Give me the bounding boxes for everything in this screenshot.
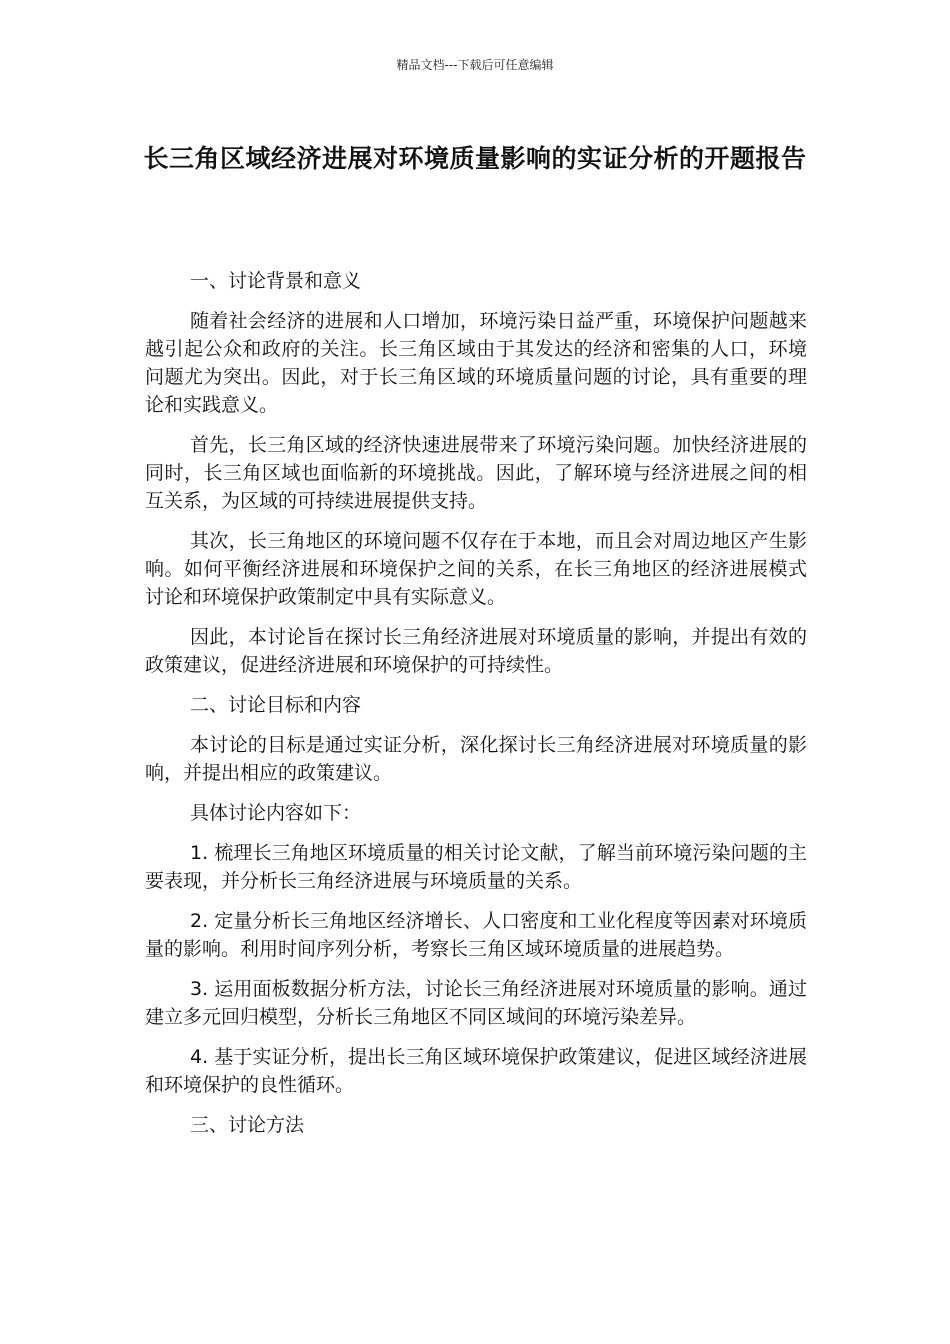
document-body [145, 267, 807, 1151]
list-item: 4. 基于实证分析，提出长三角区域环境保护政策建议，促进区域经济进展和环境保护的良性循环。 [145, 1046, 807, 1096]
paragraph: 其次，长三角地区的环境问题不仅存在于本地，而且会对周边地区产生影响。如何平衡经济进展和环境保护之间的关系，在长三角地区的经济进展模式讨论和环境保护政策制定中具有实际意义。 [145, 530, 807, 608]
section-heading-background: 一、讨论背景和意义 [190, 270, 362, 292]
header-note: 精品文档---下载后可任意编辑 [396, 58, 554, 72]
document-title: 长三角区域经济进展对环境质量影响的实证分析的开题报告 [143, 144, 807, 173]
paragraph: 具体讨论内容如下： [190, 802, 362, 824]
section-heading-objectives: 二、讨论目标和内容 [190, 694, 362, 716]
paragraph: 因此，本讨论旨在探讨长三角经济进展对环境质量的影响，并提出有效的政策建议，促进经济进展和环境保护的可持续性。 [145, 626, 807, 676]
list-item: 3. 运用面板数据分析方法，讨论长三角经济进展对环境质量的影响。通过建立多元回归模型，分析长三角地区不同区域间的环境污染差异。 [145, 978, 807, 1028]
list-item: 1. 梳理长三角地区环境质量的相关讨论文献，了解当前环境污染问题的主要表现，并分析长三角经济进展与环境质量的关系。 [145, 842, 807, 892]
section-heading-methods: 三、讨论方法 [190, 1114, 305, 1136]
paragraph: 首先，长三角区域的经济快速进展带来了环境污染问题。加快经济进展的同时，长三角区域也面临新的环境挑战。因此，了解环境与经济进展之间的相互关系，为区域的可持续进展提供支持。 [145, 434, 807, 512]
paragraph: 本讨论的目标是通过实证分析，深化探讨长三角经济进展对环境质量的影响，并提出相应的政策建议。 [145, 734, 807, 784]
list-item: 2. 定量分析长三角地区经济增长、人口密度和工业化程度等因素对环境质量的影响。利用时间序列分析，考察长三角区域环境质量的进展趋势。 [145, 910, 807, 960]
paragraph: 随着社会经济的进展和人口增加，环境污染日益严重，环境保护问题越来越引起公众和政府的关注。长三角区域由于其发达的经济和密集的人口，环境问题尤为突出。因此，对于长三角区域的环境质量问题的讨论，具有重要的理论和实践意义。 [145, 310, 807, 416]
